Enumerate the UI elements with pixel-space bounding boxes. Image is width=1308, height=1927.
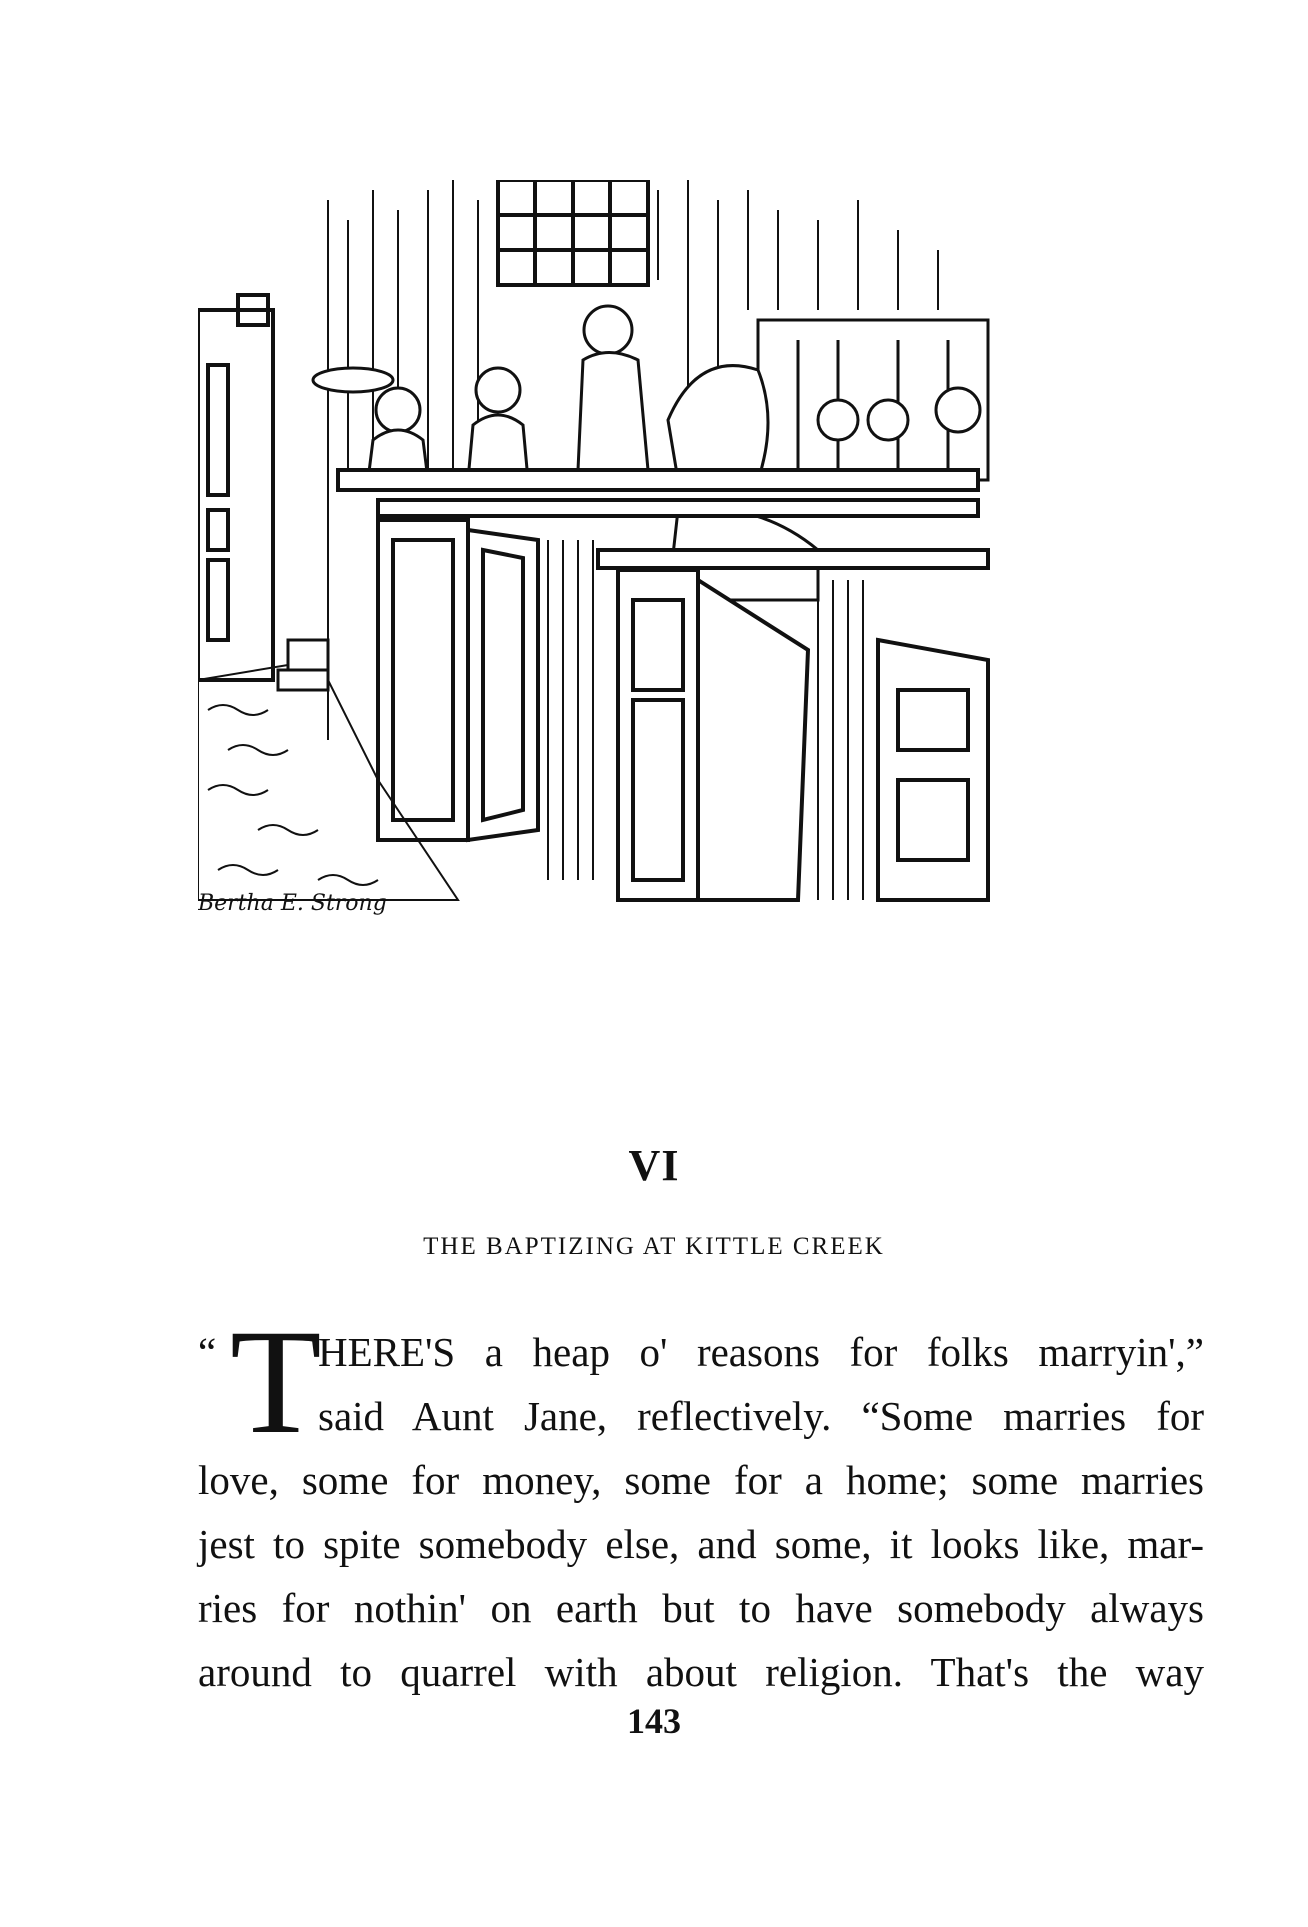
svg-text:Bertha E. Strong: Bertha E. Strong — [198, 891, 387, 916]
text-line: around to quarrel with about religion. That's the way — [198, 1649, 1204, 1695]
drop-cap: T — [230, 1299, 322, 1465]
text-line: love, some for money, some for a home; some marries — [198, 1457, 1204, 1503]
opening-quote: “ — [198, 1329, 217, 1375]
text-line: said Aunt Jane, reflectively. “Some marries for — [318, 1393, 1204, 1439]
text-line: HERE'S a heap o' reasons for folks marryin',” — [318, 1329, 1204, 1375]
body-text — [198, 1299, 1204, 1704]
page-number: 143 — [627, 1701, 681, 1741]
text-line: jest to spite somebody else, and some, it looks like, mar- — [198, 1521, 1204, 1567]
chapter-illustration — [198, 180, 1208, 1120]
church-pews-engraving-icon — [198, 180, 1208, 1120]
chapter-title: THE BAPTIZING AT KITTLE CREEK — [423, 1233, 885, 1260]
chapter-number: VI — [628, 1141, 680, 1190]
text-line: ries for nothin' on earth but to have somebody always — [198, 1585, 1204, 1631]
